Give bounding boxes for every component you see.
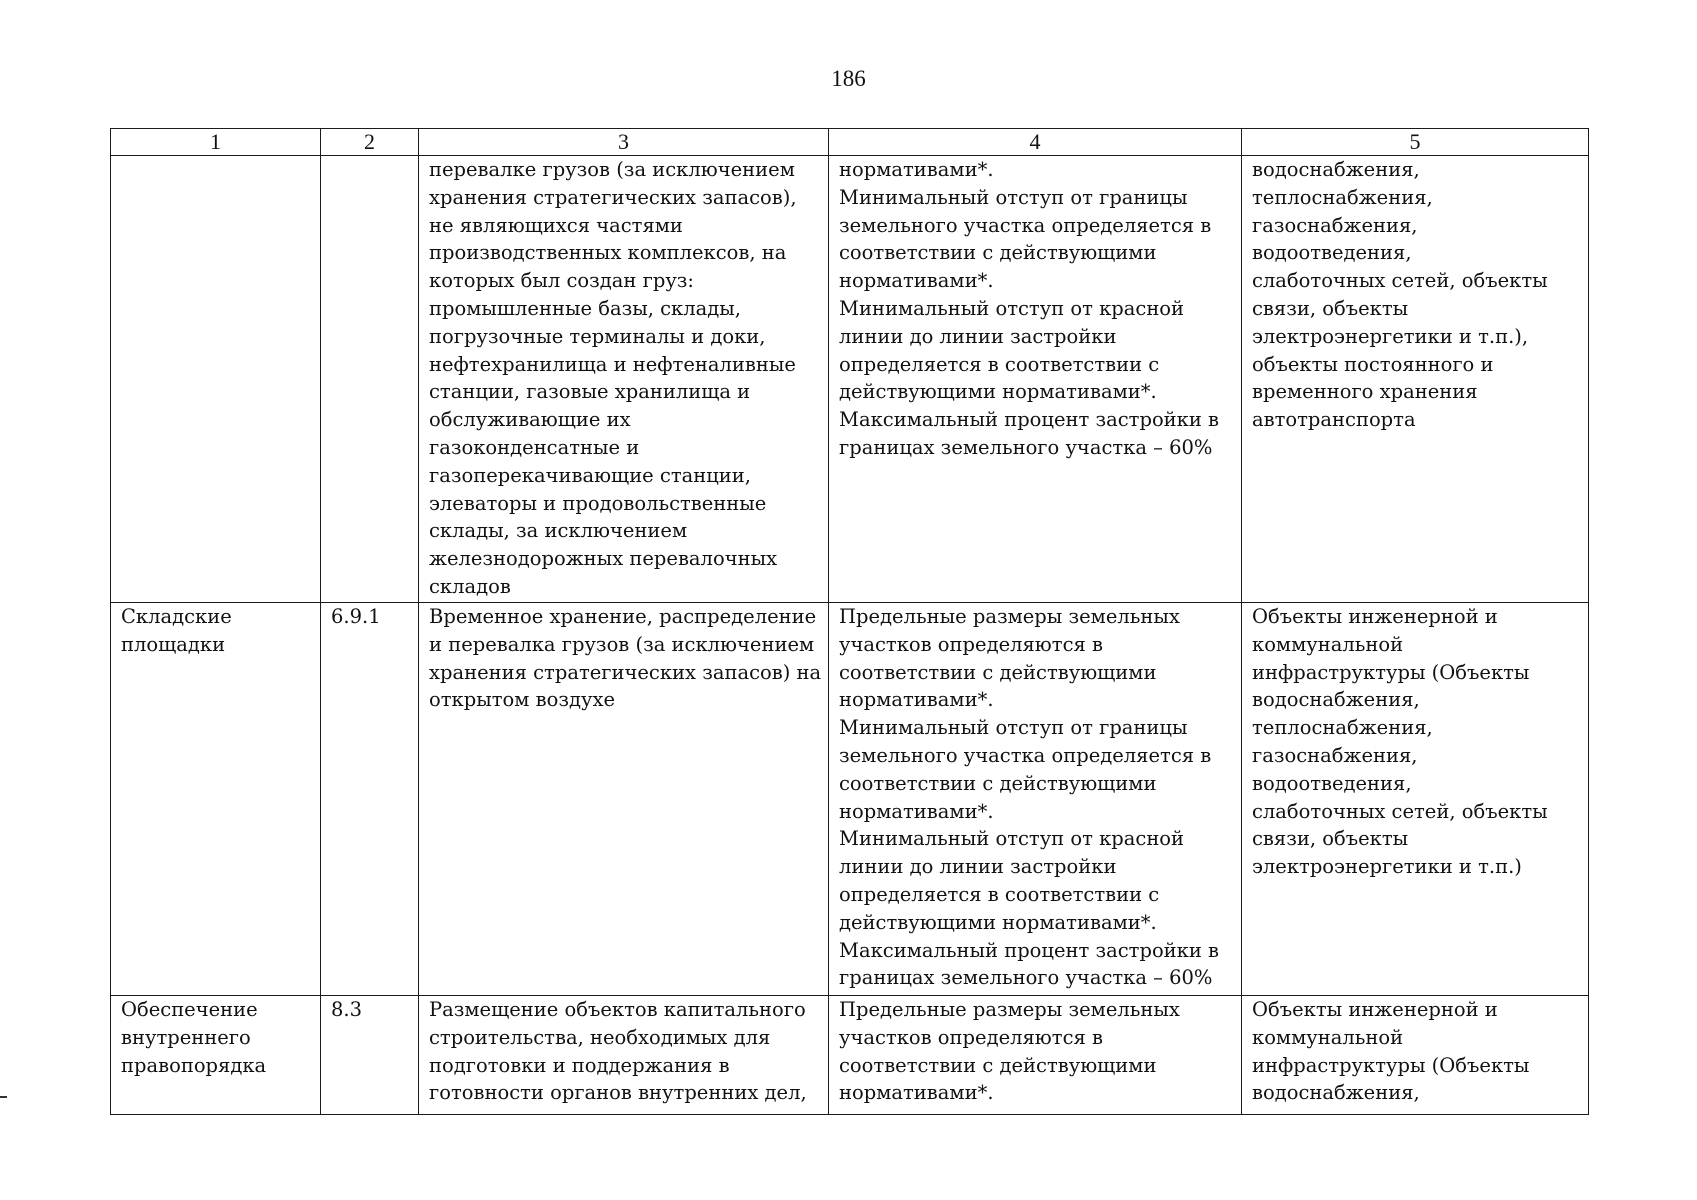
header-col-4: 4: [829, 129, 1242, 156]
use-code-cell: 8.3: [321, 996, 419, 1115]
parameters-cell: Предельные размеры земельных участков определяются в соответствии с действующими нормативами*. Минимальный отступ от границы земельного участка определяется в соответствии с действующими нормативами*. Минимальный отступ от красной линии до линии застройки определяется в соответствии с действующими нормативами*. Максимальный процент застройки в границах земельного участка – 60%: [829, 603, 1242, 996]
page-number: 186: [831, 66, 866, 91]
table-row: [111, 156, 1589, 603]
header-col-3: 3: [419, 129, 829, 156]
header-col-1: 1: [111, 129, 321, 156]
auxiliary-uses-cell: Объекты инженерной и коммунальной инфраструктуры (Объекты водоснабжения,: [1242, 996, 1589, 1115]
use-description-cell: Временное хранение, распределение и перевалка грузов (за исключением хранения стратегических запасов) на открытом воздухе: [419, 603, 829, 996]
table-row: [111, 603, 1589, 996]
auxiliary-uses-cell: Объекты инженерной и коммунальной инфраструктуры (Объекты водоснабжения, теплоснабжения, газоснабжения, водоотведения, слаботочных сетей, объекты связи, объекты электроэнергетики и т.п.): [1242, 603, 1589, 996]
use-description-cell: Размещение объектов капитального строительства, необходимых для подготовки и поддержания в готовности органов внутренних дел,: [419, 996, 829, 1115]
header-col-2: 2: [321, 129, 419, 156]
margin-mark: [0, 1096, 7, 1098]
use-code-cell: 6.9.1: [321, 603, 419, 996]
use-description-cell: перевалке грузов (за исключением хранения стратегических запасов), не являющихся частями производственных комплексов, на которых был создан груз: промышленные базы, склады, погрузочные терминалы и доки, нефтехранилища и нефтеналивные станции, газовые хранилища и обслуживающие их газоконденсатные и газоперекачивающие станции, элеваторы и продовольственные склады, за исключением железнодорожных перевалочных складов: [419, 156, 829, 603]
parameters-cell: Предельные размеры земельных участков определяются в соответствии с действующими нормативами*.: [829, 996, 1242, 1115]
zoning-table: [110, 128, 1589, 1115]
use-code-cell: [321, 156, 419, 603]
auxiliary-uses-cell: водоснабжения, теплоснабжения, газоснабжения, водоотведения, слаботочных сетей, объекты связи, объекты электроэнергетики и т.п.), объекты постоянного и временного хранения автотранспорта: [1242, 156, 1589, 603]
use-name-cell: [111, 156, 321, 603]
table-row: [111, 996, 1589, 1115]
parameters-cell: нормативами*. Минимальный отступ от границы земельного участка определяется в соответствии с действующими нормативами*. Минимальный отступ от красной линии до линии застройки определяется в соответствии с действующими нормативами*. Максимальный процент застройки в границах земельного участка – 60%: [829, 156, 1242, 603]
header-row: [111, 129, 1589, 156]
use-name-cell: Обеспечение внутреннего правопорядка: [111, 996, 321, 1115]
header-col-5: 5: [1242, 129, 1589, 156]
use-name-cell: Складские площадки: [111, 603, 321, 996]
